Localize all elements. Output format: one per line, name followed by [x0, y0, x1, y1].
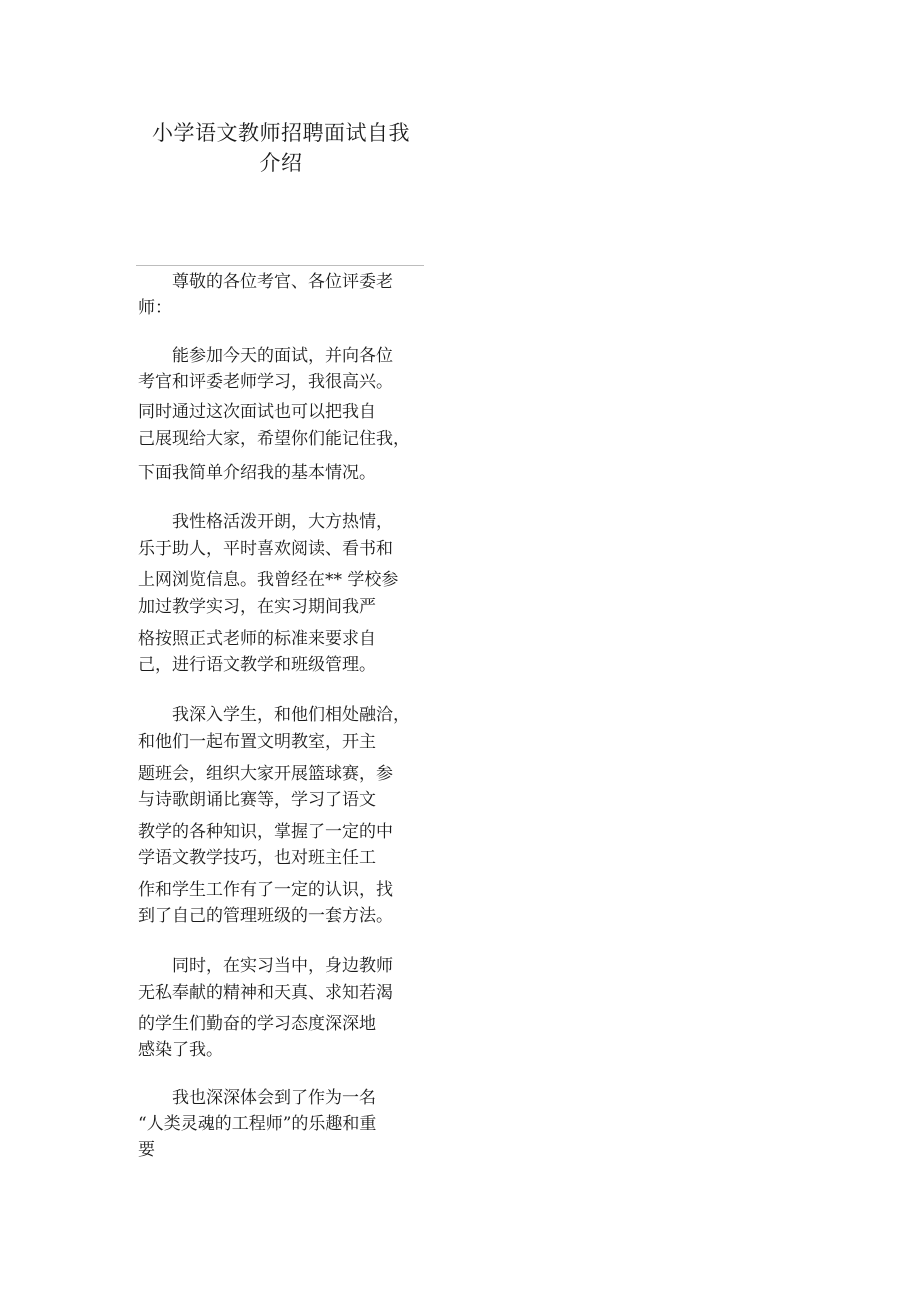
- text-line: 同时通过这次面试也可以把我自: [138, 402, 376, 422]
- text-line: 加过教学实习，在实习期间我严: [138, 597, 376, 617]
- text-line: 要: [138, 1140, 155, 1160]
- text-line: 能参加今天的面试，并向各位: [172, 346, 393, 366]
- title-line-1: 小学语文教师招聘面试自我: [152, 121, 410, 145]
- text-line: 学语文教学技巧，也对班主任工: [138, 848, 376, 868]
- text-line: 考官和评委老师学习，我很高兴。: [138, 372, 393, 392]
- text-line: 的学生们勤奋的学习态度深深地: [138, 1014, 376, 1034]
- text-line: 己展现给大家，希望你们能记住我，: [138, 429, 410, 449]
- text-line: 己，进行语文教学和班级管理。: [138, 655, 376, 675]
- text-line: “人类灵魂的工程师”的乐趣和重: [138, 1114, 377, 1134]
- text-line: 我深入学生，和他们相处融洽，: [172, 705, 410, 725]
- text-line: 和他们一起布置文明教室，开主: [138, 732, 376, 752]
- title-line-2: 介绍: [259, 151, 303, 175]
- text-line: 乐于助人，平时喜欢阅读、看书和: [138, 539, 393, 559]
- text-line: 到了自己的管理班级的一套方法。: [138, 906, 393, 926]
- text-line: 格按照正式老师的标准来要求自: [138, 629, 376, 649]
- text-line: 上网浏览信息。我曾经在** 学校参: [138, 570, 399, 590]
- text-line: 题班会，组织大家开展篮球赛，参: [138, 764, 393, 784]
- text-line: 师：: [138, 298, 172, 318]
- text-line: 下面我简单介绍我的基本情况。: [138, 463, 376, 483]
- text-line: 教学的各种知识，掌握了一定的中: [138, 822, 393, 842]
- text-line: 作和学生工作有了一定的认识，找: [138, 880, 393, 900]
- header-divider: [136, 265, 424, 266]
- text-line: 我也深深体会到了作为一名: [172, 1088, 376, 1108]
- text-line: 同时，在实习当中，身边教师: [172, 956, 393, 976]
- text-line: 尊敬的各位考官、各位评委老: [172, 272, 393, 292]
- document-title: [138, 118, 424, 178]
- text-line: 感染了我。: [138, 1040, 223, 1060]
- text-line: 无私奉献的精神和天真、求知若渴: [138, 983, 393, 1003]
- text-line: 与诗歌朗诵比赛等，学习了语文: [138, 790, 376, 810]
- text-line: 我性格活泼开朗，大方热情，: [172, 512, 393, 532]
